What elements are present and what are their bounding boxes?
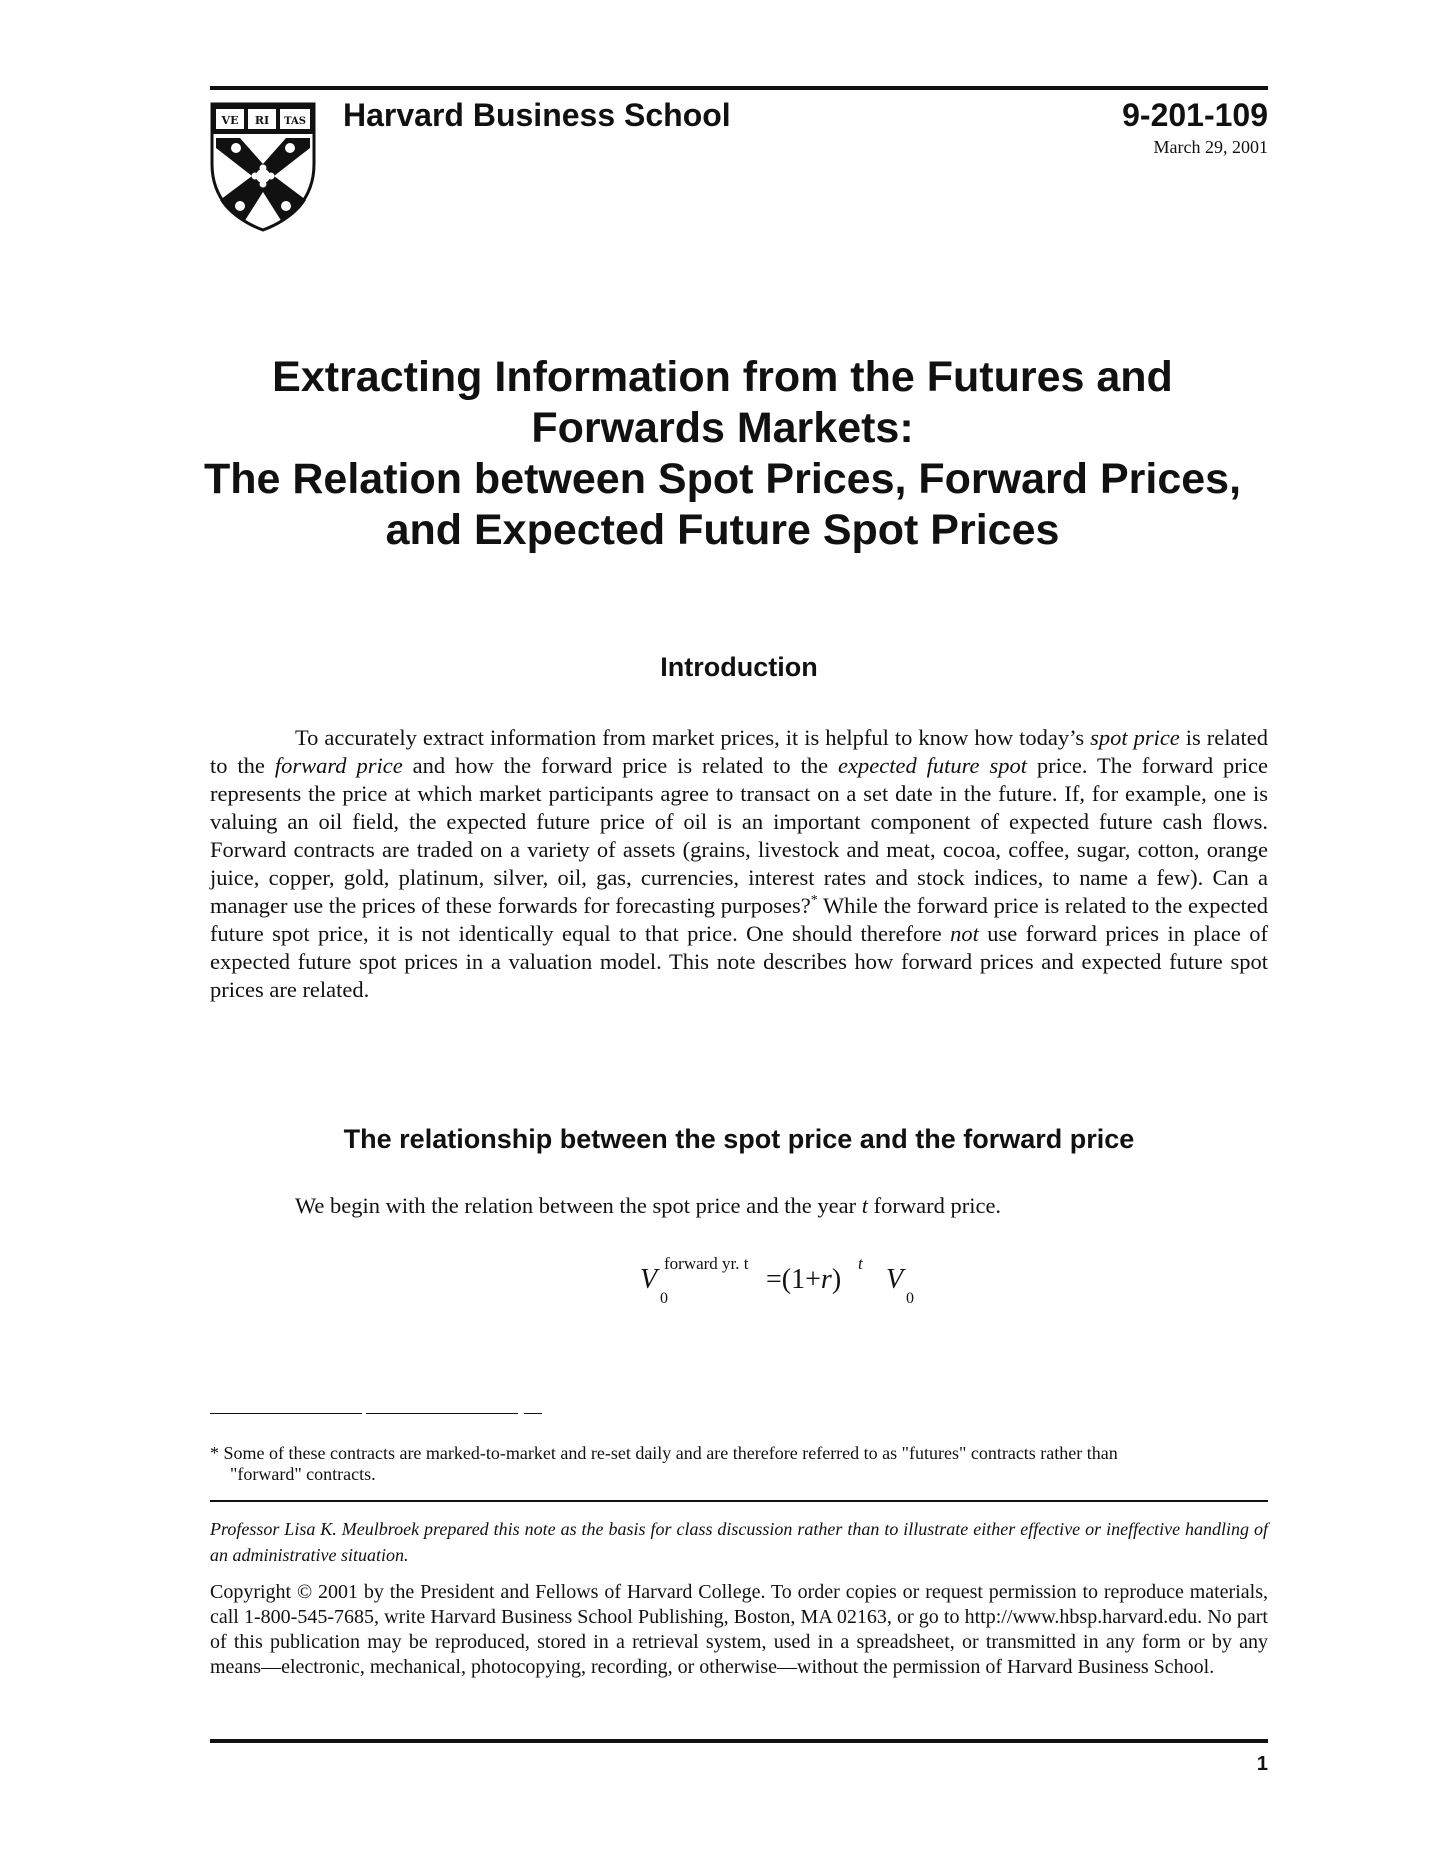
eq-lhs-subscript: 0: [660, 1290, 668, 1307]
page-number: 1: [1256, 1753, 1268, 1775]
footnote-separator: [210, 1413, 362, 1414]
footnote: [210, 1443, 1268, 1485]
intro-text-3: and how the forward price is related to the: [402, 753, 839, 778]
eq-rhs-open: =(1+: [766, 1264, 821, 1295]
intro-text-1: To accurately extract information from market prices, it is helpful to know how today’s: [295, 725, 1091, 750]
school-name: Harvard Business School: [343, 97, 731, 133]
footnote-marker[interactable]: *: [810, 893, 818, 908]
relationship-heading: The relationship between the spot price and the forward price: [343, 1124, 1135, 1154]
introduction-paragraph: [210, 724, 1268, 1004]
footnote-separator-3: [524, 1413, 542, 1414]
title-line-1: Extracting Information from the Futures and: [272, 353, 1173, 401]
eq-rate: r: [820, 1264, 832, 1295]
intro-text-2: is related to the: [210, 725, 1268, 778]
footnote-line-1: * Some of these contracts are marked-to-market and re-set daily and are therefore referred to as "futures" contracts rather than: [210, 1443, 1118, 1463]
copyright-notice: Copyright © 2001 by the President and Fellows of Harvard College. To order copies or request permission to reproduce materials, call 1-800-545-7685, write Harvard Business School Publishing, Boston, MA 02163, or go to http://www.hbsp.harvard.edu. No part of this publication may be reproduced, stored in a retrieval system, used in a spreadsheet, or transmitted in any form or by any means—electronic, mechanical, photocopying, recording, or otherwise—without the permission of Harvard Business School.: [210, 1581, 1268, 1678]
footnote-separator-2: [366, 1413, 518, 1414]
intro-not: not: [950, 921, 979, 946]
eq-lhs-superscript: forward yr. t: [664, 1254, 749, 1273]
title-line-2: Forwards Markets:: [531, 404, 914, 452]
title-line-4: and Expected Future Spot Prices: [385, 506, 1060, 554]
intro-text-6: use forward prices in place of expected future spot prices in a valuation model. This note describes how forward prices and expected future spot prices are related.: [210, 921, 1268, 1002]
introduction-heading: Introduction: [660, 652, 818, 682]
intro-text-5: While the forward price is related to the expected future spot price, it is not identically equal to that price. One should therefore: [210, 893, 1268, 946]
eq-rhs-close: ): [831, 1264, 842, 1295]
shield-text-2: RI: [254, 114, 270, 127]
eq-rhs-var: V: [886, 1264, 904, 1295]
footnote-line-2: "forward" contracts.: [230, 1464, 376, 1484]
begin-t: t: [861, 1193, 868, 1218]
document-number: 9-201-109: [1122, 97, 1268, 133]
shield-text-1: VE: [221, 114, 239, 127]
intro-expected-future-spot: expected future spot: [838, 753, 1027, 778]
intro-spot-price: spot price: [1090, 725, 1180, 750]
relationship-intro-sentence: [295, 1193, 1001, 1219]
footer-rule: [210, 1500, 1268, 1502]
forward-price-equation: [640, 1254, 940, 1314]
hbs-shield-logo: [210, 102, 316, 232]
begin-text-b: forward price.: [868, 1193, 1002, 1218]
shield-text-3: TAS: [284, 116, 306, 127]
bottom-rule: [210, 1739, 1268, 1743]
intro-text-4: price. The forward price represents the price at which market participants agree to transact on a set date in the future. If, for example, one is valuing an oil field, the expected future price of oil is an important component of expected future cash flows. Forward contracts are traded on a variety of assets (grains, livestock and meat, cocoa, coffee, sugar, cotton, orange juice, copper, gold, platinum, silver, oil, gas, currencies, interest rates and stock indices, to name a few). Can a manager use the prices of these forwards for forecasting purposes?: [210, 753, 1268, 918]
eq-exponent: t: [858, 1254, 863, 1273]
eq-rhs-subscript: 0: [906, 1290, 914, 1307]
title-line-3: The Relation between Spot Prices, Forward Prices,: [203, 455, 1242, 503]
begin-text-a: We begin with the relation between the spot price and the year: [295, 1193, 862, 1218]
intro-forward-price: forward price: [274, 753, 403, 778]
document-date: March 29, 2001: [1153, 137, 1268, 157]
document-title: [150, 352, 1295, 556]
eq-lhs-var: V: [640, 1264, 658, 1295]
eq-rhs: [766, 1264, 841, 1296]
professor-note: Professor Lisa K. Meulbroek prepared this note as the basis for class discussion rather than to illustrate either effective or ineffective handling of an administrative situation.: [210, 1519, 1268, 1565]
header-rule: [210, 86, 1268, 90]
